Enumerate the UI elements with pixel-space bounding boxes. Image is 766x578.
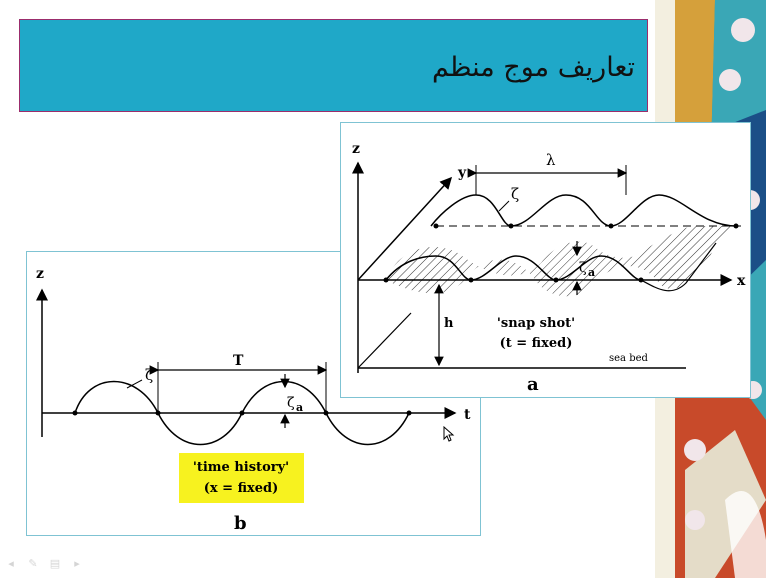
snap-shot-diagram	[341, 123, 750, 397]
slide-title: تعاریف موج منظم	[431, 52, 635, 83]
amplitude-subscript: a	[296, 401, 304, 414]
zero-point	[469, 278, 474, 283]
zeta-label: ζ	[145, 366, 154, 384]
amplitude-zeta: ζ	[287, 395, 295, 411]
caption-line1: 'time history'	[192, 460, 290, 475]
pen-icon[interactable]: ✎	[28, 557, 38, 570]
amplitude-zeta: ζ	[579, 260, 587, 276]
x-axis-label: x	[737, 273, 746, 289]
zeta-label: ζ	[511, 185, 520, 203]
amplitude-subscript: a	[588, 266, 596, 279]
panel-label-b: b	[234, 513, 247, 534]
panel-label-a: a	[527, 374, 539, 395]
presenter-toolbar	[4, 556, 104, 572]
zero-point	[554, 278, 559, 283]
seabed-edge	[358, 313, 411, 368]
wavelength-label: λ	[546, 151, 556, 169]
zero-point	[639, 278, 644, 283]
back-wave-curve	[431, 195, 736, 226]
period-label: T	[233, 353, 244, 369]
zero-point	[384, 278, 389, 283]
zero-crossing-point	[407, 411, 412, 416]
zero-crossing-point	[240, 411, 245, 416]
t-axis-label: t	[464, 407, 471, 423]
caption-line2: (t = fixed)	[499, 336, 573, 351]
zero-crossing-point	[73, 411, 78, 416]
y-axis-label: y	[458, 165, 467, 181]
mean-point	[609, 224, 614, 229]
depth-label: h	[444, 316, 454, 331]
next-icon[interactable]: ▸	[74, 557, 80, 570]
previous-icon[interactable]: ◂	[8, 557, 14, 570]
z-axis-label: z	[352, 141, 360, 157]
z-axis-label: z	[36, 266, 44, 282]
seabed-label: sea bed	[609, 353, 648, 364]
figure-snap-shot	[340, 122, 751, 398]
caption-line1: 'snap shot'	[496, 316, 576, 331]
zeta-pointer	[499, 201, 509, 211]
slide-title-bar	[19, 19, 648, 112]
menu-icon[interactable]: ▤	[49, 557, 61, 570]
mean-point	[434, 224, 439, 229]
caption-line2: (x = fixed)	[203, 481, 279, 496]
mouse-cursor-icon	[443, 426, 455, 442]
mean-point	[509, 224, 514, 229]
mean-point	[734, 224, 739, 229]
